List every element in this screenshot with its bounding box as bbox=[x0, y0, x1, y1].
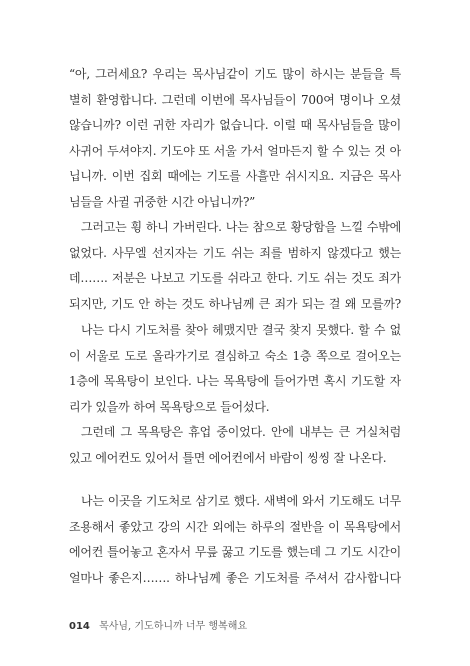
text-line: 나는 다시 기도처를 찾아 헤맸지만 결국 찾지 못했다. 할 수 없 bbox=[81, 323, 401, 337]
paragraph-3 bbox=[69, 318, 401, 420]
text-line: 1층에 목욕탕이 보인다. 나는 목욕탕에 들어가면 혹시 기도할 자 bbox=[69, 374, 401, 389]
paragraph-5 bbox=[69, 489, 401, 591]
paragraph-1 bbox=[69, 62, 401, 216]
page-number: 014 bbox=[69, 621, 90, 632]
text-line: 그러고는 휭 하니 가버린다. 나는 참으로 황당함을 느낄 수밖에 bbox=[81, 220, 401, 234]
text-line: 사귀어 두셔야지. 기도야 또 서울 가서 얼마든지 할 수 있는 것 아 bbox=[69, 143, 401, 158]
text-line: 되지만, 기도 안 하는 것도 하나님께 큰 죄가 되는 걸 왜 모를까? bbox=[69, 296, 401, 311]
text-line: “아, 그러세요? 우리는 목사님같이 기도 많이 하시는 분들을 특 bbox=[69, 67, 401, 81]
text-line: 없었다. 사무엘 선지자는 기도 쉬는 죄를 범하지 않겠다고 했는 bbox=[69, 245, 401, 260]
text-line: 에어컨 틀어놓고 혼자서 무릎 꿇고 기도를 했는데 그 기도 시간이 bbox=[69, 545, 401, 560]
text-line: 있고 에어컨도 있어서 틀면 에어컨에서 바람이 씽씽 잘 나온다. bbox=[69, 450, 387, 465]
paragraph-4 bbox=[69, 420, 401, 471]
text-line: 이 서울로 도로 올라가기로 결심하고 숙소 1층 쪽으로 걸어오는 bbox=[69, 348, 401, 363]
paragraph-2 bbox=[69, 215, 401, 317]
text-line: 얼마나 좋은지……. 하나님께 좋은 기도처를 주셔서 감사합니다 bbox=[69, 570, 401, 585]
running-title: 목사님, 기도하니까 너무 행복해요 bbox=[99, 621, 248, 632]
text-line: 데……. 저분은 나보고 기도를 쉬라고 한다. 기도 쉬는 것도 죄가 bbox=[69, 271, 401, 286]
text-line: 그런데 그 목욕탕은 휴업 중이었다. 안에 내부는 큰 거실처럼 bbox=[81, 425, 401, 439]
text-line: 나는 이곳을 기도처로 삼기로 했다. 새벽에 와서 기도해도 너무 bbox=[81, 494, 401, 508]
page-footer bbox=[69, 617, 247, 632]
text-line: 리가 있을까 하여 목욕탕으로 들어섰다. bbox=[69, 399, 270, 414]
text-line: 닙니까. 이번 집회 때에는 기도를 사흘만 쉬시지요. 지금은 목사 bbox=[69, 169, 401, 184]
text-line: 님들을 사귈 귀중한 시간 아닙니까?” bbox=[69, 194, 256, 209]
text-line: 않습니까? 이런 귀한 자리가 없습니다. 이럴 때 목사님들을 많이 bbox=[69, 118, 401, 133]
text-line: 조용해서 좋았고 강의 시간 외에는 하루의 절반을 이 목욕탕에서 bbox=[69, 519, 401, 534]
text-line: 별히 환영합니다. 그런데 이번에 목사님들이 700여 명이나 오셨 bbox=[69, 92, 401, 107]
